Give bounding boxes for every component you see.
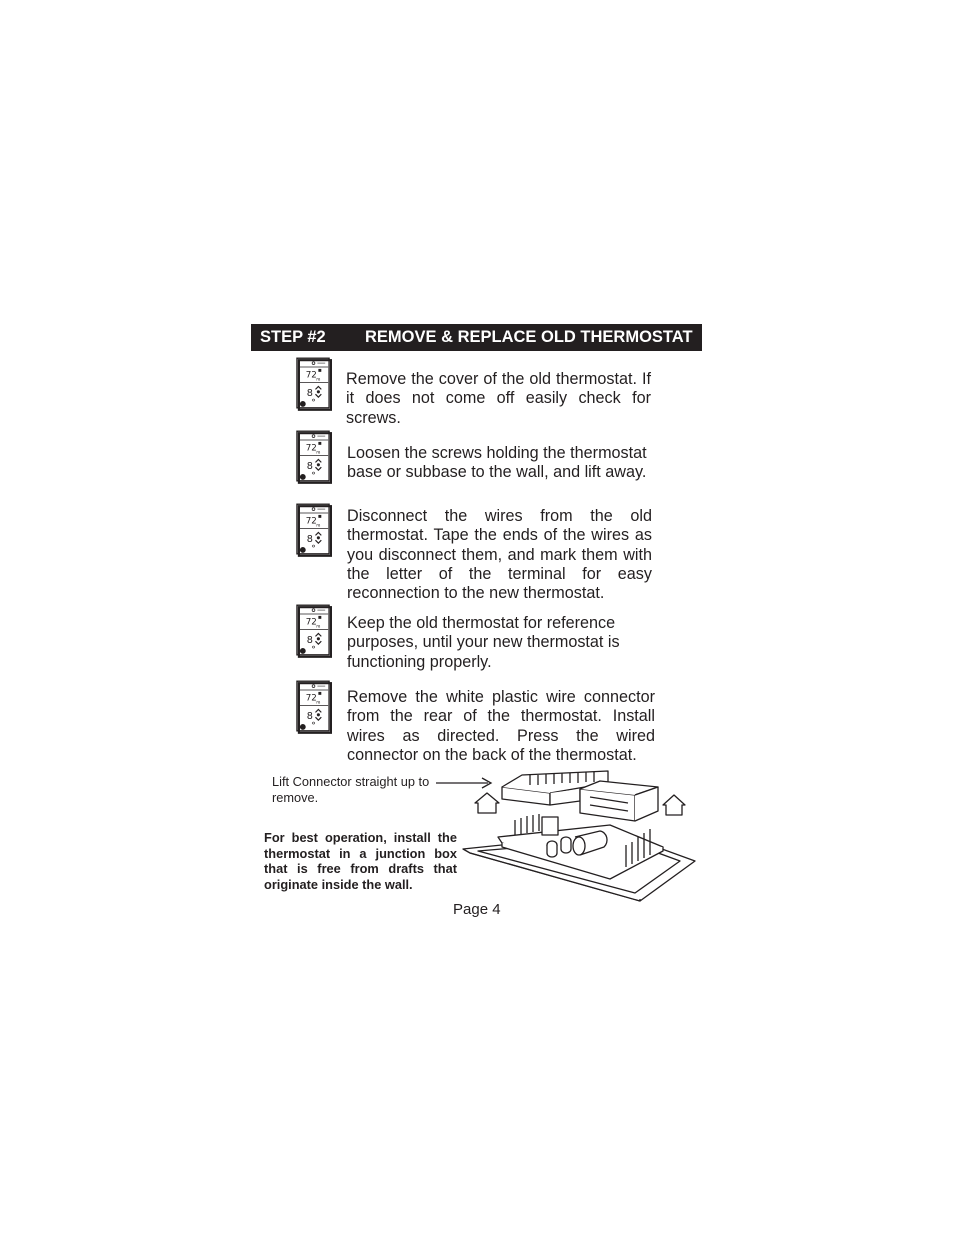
wire-connector-illustration (430, 765, 700, 905)
installation-note: For best operation, install the thermostat in a junction box that is free from drafts that originate inside the wall. (264, 830, 457, 893)
thermostat-icon (296, 604, 332, 658)
illustration-caption: Lift Connector straight up to remove. (272, 774, 430, 805)
step-text: Keep the old thermostat for reference purposes, until your new thermostat is functioning properly. (347, 614, 620, 671)
step-text: Remove the white plastic wire connector from the rear of the thermostat. Install wires as directed. Press the wired connector on the back of the thermostat. (347, 688, 655, 764)
step-header (251, 324, 702, 351)
step-number: STEP #2 (260, 328, 326, 346)
thermostat-icon (296, 357, 332, 411)
step-text: Remove the cover of the old thermostat. If it does not come off easily check for screws. (346, 370, 651, 427)
step-text: Loosen the screws holding the thermostat base or subbase to the wall, and lift away. (347, 444, 647, 482)
page-number: Page 4 (453, 901, 501, 918)
thermostat-icon (296, 430, 332, 484)
step-text: Disconnect the wires from the old thermostat. Tape the ends of the wires as you disconnect them, and mark them with the letter of the terminal for easy reconnection to the new thermostat. (347, 507, 652, 603)
step-title: REMOVE & REPLACE OLD THERMOSTAT (365, 328, 693, 346)
thermostat-icon (296, 503, 332, 557)
thermostat-icon (296, 680, 332, 734)
